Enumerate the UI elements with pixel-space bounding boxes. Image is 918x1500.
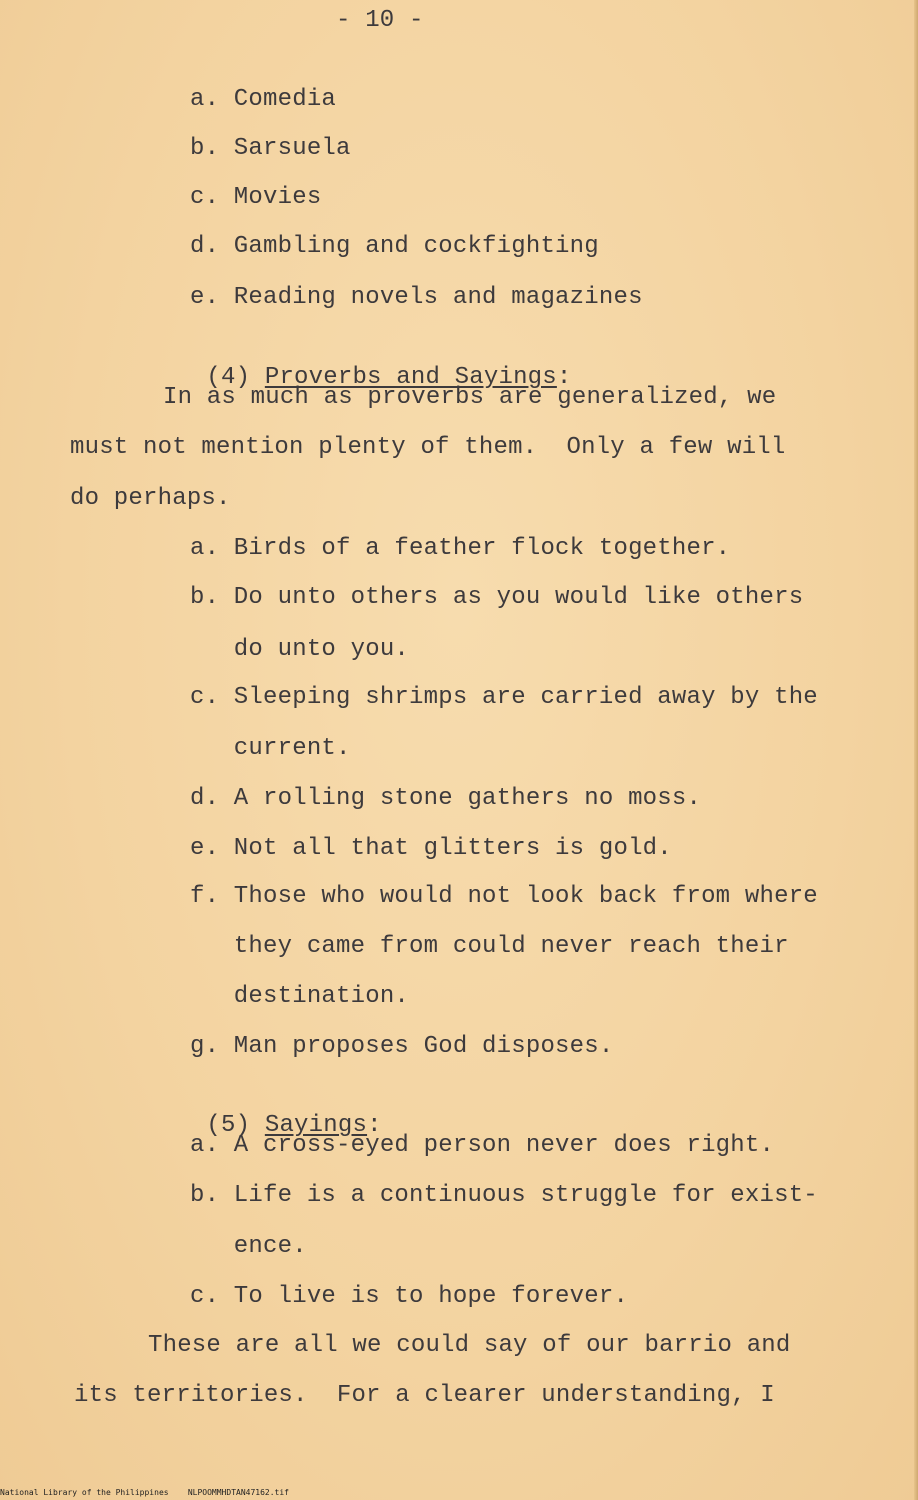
paragraph-line: its territories. For a clearer understanding, I (74, 1382, 775, 1409)
proverb-item: they came from could never reach their (190, 933, 789, 960)
paragraph-line: These are all we could say of our barrio and (148, 1332, 791, 1359)
proverb-item: d. A rolling stone gathers no moss. (190, 785, 702, 812)
proverb-item: a. Birds of a feather flock together. (190, 535, 731, 562)
proverb-item: f. Those who would not look back from where (190, 883, 818, 910)
section-title: Sayings (264, 1112, 368, 1139)
proverb-item: destination. (190, 983, 410, 1010)
section-number: (4) (206, 364, 251, 391)
proverb-item: g. Man proposes God disposes. (190, 1033, 614, 1060)
proverb-item: c. Sleeping shrimps are carried away by the (190, 684, 818, 711)
bleed-through-block (70, 70, 850, 370)
saying-item: a. A cross-eyed person never does right. (190, 1132, 775, 1159)
proverb-item: do unto you. (190, 636, 410, 663)
section-colon: : (556, 364, 572, 391)
recreation-item: a. Comedia (190, 86, 337, 113)
page-edge (914, 0, 918, 1500)
paragraph-line: must not mention plenty of them. Only a few will (70, 434, 786, 461)
recreation-item: e. Reading novels and magazines (190, 284, 643, 311)
scan-footer: National Library of the Philippines NLPOOMMHDTAN47162.tif (0, 1488, 289, 1497)
section-colon: : (367, 1112, 382, 1139)
recreation-item: b. Sarsuela (190, 135, 351, 162)
proverb-item: b. Do unto others as you would like others (190, 584, 804, 611)
section-title: Proverbs and Sayings (264, 364, 557, 391)
page-number: - 10 - (336, 7, 424, 34)
recreation-item: d. Gambling and cockfighting (190, 233, 599, 260)
proverb-item: e. Not all that glitters is gold. (190, 835, 672, 862)
saying-item: ence. (190, 1233, 307, 1260)
section-number: (5) (206, 1112, 251, 1139)
paragraph-line: In as much as proverbs are generalized, we (163, 384, 777, 411)
saying-item: b. Life is a continuous struggle for exist- (190, 1182, 818, 1209)
saying-item: c. To live is to hope forever. (190, 1283, 629, 1310)
paragraph-line: do perhaps. (70, 485, 231, 512)
recreation-item: c. Movies (190, 184, 322, 211)
proverb-item: current. (190, 735, 351, 762)
